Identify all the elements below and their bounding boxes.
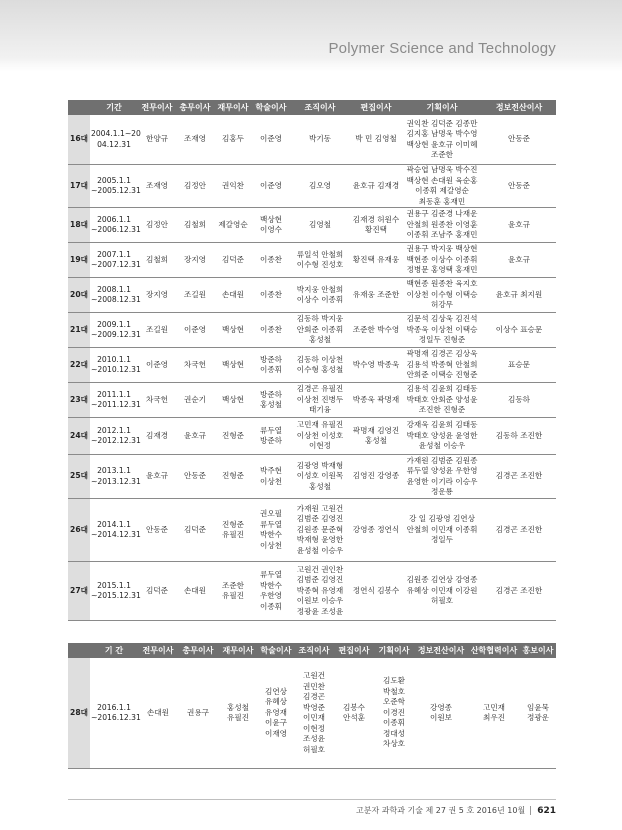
table-row — [68, 658, 556, 769]
term-cell: 23대 — [68, 383, 90, 418]
table-row — [68, 383, 556, 418]
table-row — [68, 418, 556, 455]
header-cell: 총무이사 — [176, 100, 214, 115]
term-cell: 17대 — [68, 165, 90, 208]
officer-cell: 조준한 유필진 — [214, 562, 252, 621]
term-cell: 24대 — [68, 418, 90, 455]
officer-cell: 김문석 김상욱 김진석 박종욱 이상천 이택승 정일두 진형준 — [402, 313, 482, 348]
officer-cell: 백상현 — [214, 348, 252, 383]
officers-table-1 — [68, 100, 556, 621]
officer-cell: 장지영 — [176, 243, 214, 278]
term-cell: 21대 — [68, 313, 90, 348]
journal-title: Polymer Science and Technology — [328, 40, 556, 57]
period-cell: 2011.1.1 ~2011.12.31 — [90, 383, 138, 418]
header-cell: 재무이사 — [218, 643, 258, 658]
table-header-row — [68, 100, 556, 115]
table-row — [68, 499, 556, 562]
period-cell: 2010.1.1 ~2010.12.31 — [90, 348, 138, 383]
officer-cell: 김재경 허원수 황진택 — [350, 208, 402, 243]
officer-cell: 박 민 김영철 — [350, 115, 402, 165]
officer-cell: 김오영 — [290, 165, 350, 208]
officer-cell: 손대원 — [138, 658, 178, 769]
period-cell: 2004.1.1~20 04.12.31 — [90, 115, 138, 165]
header-cell: 전무이사 — [138, 100, 176, 115]
officer-cell: 윤호규 최지원 — [482, 278, 556, 313]
officer-cell: 권익찬 김덕준 김종만 김지홍 남명욱 박수영 백상현 윤호규 이미혜 조준한 — [402, 115, 482, 165]
header-cell: 총무이사 — [178, 643, 218, 658]
officer-cell: 이준영 — [176, 313, 214, 348]
term-cell: 19대 — [68, 243, 90, 278]
period-cell: 2012.1.1 ~2012.12.31 — [90, 418, 138, 455]
header-cell: 학술이사 — [258, 643, 294, 658]
officer-cell: 백상현 — [214, 383, 252, 418]
officer-cell: 권익찬 — [214, 165, 252, 208]
officer-cell: 김철희 — [138, 243, 176, 278]
officer-cell: 김동하 이상천 이수형 홍성철 — [290, 348, 350, 383]
header-cell: 기 간 — [90, 643, 138, 658]
officer-cell: 이준영 — [252, 115, 290, 165]
officer-cell: 윤호규 — [482, 243, 556, 278]
officer-cell: 조준한 박수영 — [350, 313, 402, 348]
table-row — [68, 455, 556, 499]
officer-cell: 유재웅 조준한 — [350, 278, 402, 313]
officer-cell: 방준하 홍성철 — [252, 383, 290, 418]
footer-journal: 고분자 과학과 기술 — [356, 806, 423, 815]
header-cell: 기획이사 — [374, 643, 414, 658]
footer-separator — [530, 806, 531, 815]
officer-cell: 김광영 박재형 이성호 이원목 홍성철 — [290, 455, 350, 499]
officer-cell: 류일석 안철희 이수형 진성호 — [290, 243, 350, 278]
officer-cell: 김덕준 — [176, 499, 214, 562]
officer-cell: 강영종 이원보 — [414, 658, 468, 769]
officer-cell: 김정안 — [138, 208, 176, 243]
term-cell: 26대 — [68, 499, 90, 562]
officer-cell: 고원건 권인찬 김범준 김영진 박종혁 유영재 이원보 이승우 정광윤 조성윤 — [290, 562, 350, 621]
table-row — [68, 348, 556, 383]
officer-cell: 김경곤 조진한 — [482, 562, 556, 621]
officer-cell: 김연상 유혜상 유영재 이윤구 이재영 — [258, 658, 294, 769]
officer-cell: 권용구 박지웅 백상현 백현종 이상수 이종휘 정병문 홍영택 홍재민 — [402, 243, 482, 278]
page-number: 621 — [537, 806, 556, 816]
officer-cell: 김동하 조진한 — [482, 418, 556, 455]
officer-cell: 강 일 김광영 김연상 안철희 이민재 이종휘 정일두 — [402, 499, 482, 562]
officers-table-2 — [68, 643, 556, 769]
officer-cell: 이준영 — [252, 165, 290, 208]
term-cell: 20대 — [68, 278, 90, 313]
officer-cell: 조재영 — [176, 115, 214, 165]
officer-cell: 한양규 — [138, 115, 176, 165]
table-row — [68, 165, 556, 208]
officer-cell: 진형준 유필진 — [214, 499, 252, 562]
header-cell: 정보전산이사 — [414, 643, 468, 658]
officer-cell: 홍성철 유필진 — [218, 658, 258, 769]
officer-cell: 권순기 — [176, 383, 214, 418]
officer-cell: 곽명재 김영진 홍성철 — [350, 418, 402, 455]
officer-cell: 윤호규 김재경 — [350, 165, 402, 208]
officer-cell: 정연식 김봉수 — [350, 562, 402, 621]
header-cell: 전무이사 — [138, 643, 178, 658]
header-cell: 기간 — [90, 100, 138, 115]
officer-cell: 장지영 — [138, 278, 176, 313]
officer-cell: 김홍두 — [214, 115, 252, 165]
table-row — [68, 115, 556, 165]
officer-cell: 이준영 — [138, 348, 176, 383]
officer-cell: 안동준 — [482, 115, 556, 165]
officer-cell: 김재경 — [138, 418, 176, 455]
officer-cell: 김동하 — [482, 383, 556, 418]
officer-cell: 김영진 강영종 — [350, 455, 402, 499]
header-cell: 학술이사 — [252, 100, 290, 115]
officer-cell: 박종욱 곽명재 — [350, 383, 402, 418]
officer-cell: 손대원 — [214, 278, 252, 313]
officer-cell: 곽명재 김경곤 김상욱 김용석 박종혁 안철희 안희준 이택승 진형준 — [402, 348, 482, 383]
officer-cell: 안동준 — [138, 499, 176, 562]
table-row — [68, 208, 556, 243]
officer-cell: 김동하 박지웅 안회준 이종휘 홍성철 — [290, 313, 350, 348]
officer-cell: 가재원 김범준 김원종 류두열 양성윤 우한영 윤영한 이기라 이승우 정운룡 — [402, 455, 482, 499]
table-header-row — [68, 643, 556, 658]
period-cell: 2015.1.1 ~2015.12.31 — [90, 562, 138, 621]
term-cell: 25대 — [68, 455, 90, 499]
header-cell: 산학협력이사 — [468, 643, 520, 658]
footer-issue: 제 27 권 5 호 2016년 10월 — [425, 806, 526, 815]
officer-cell: 차국헌 — [176, 348, 214, 383]
header-cell: 정보전산이사 — [482, 100, 556, 115]
period-cell: 2007.1.1 ~2007.12.31 — [90, 243, 138, 278]
officer-cell: 윤호규 — [138, 455, 176, 499]
officer-cell: 김덕준 — [214, 243, 252, 278]
officer-cell: 조길원 — [138, 313, 176, 348]
header-cell: 편집이사 — [334, 643, 374, 658]
officer-cell: 박주현 이상천 — [252, 455, 290, 499]
officer-cell: 안동준 — [176, 455, 214, 499]
officer-cell: 표승문 — [482, 348, 556, 383]
officer-cell: 백현종 원종찬 육지호 이상천 이수형 이택승 허강무 — [402, 278, 482, 313]
header-cell: 기획이사 — [402, 100, 482, 115]
officer-cell: 안동준 — [482, 165, 556, 208]
term-cell: 28대 — [68, 658, 90, 769]
officer-cell: 김영철 — [290, 208, 350, 243]
officer-cell: 황진택 유재웅 — [350, 243, 402, 278]
officer-cell: 이종찬 — [252, 243, 290, 278]
officer-cell: 강영종 정연식 — [350, 499, 402, 562]
officer-cell: 백상현 — [214, 313, 252, 348]
term-cell: 27대 — [68, 562, 90, 621]
officer-cell: 김경곤 유필진 이상천 진병두 태기융 — [290, 383, 350, 418]
officer-cell: 이종찬 — [252, 313, 290, 348]
period-cell: 2005.1.1 ~2005.12.31 — [90, 165, 138, 208]
officer-cell: 방준하 이종휘 — [252, 348, 290, 383]
table-row — [68, 278, 556, 313]
officer-cell: 김철희 — [176, 208, 214, 243]
officer-cell: 진형준 — [214, 455, 252, 499]
officer-cell: 손대원 — [176, 562, 214, 621]
officer-cell: 강재욱 김윤희 김태동 박태호 양성윤 윤영한 윤성철 이승우 — [402, 418, 482, 455]
officer-cell: 권용구 — [178, 658, 218, 769]
officer-cell: 조재영 — [138, 165, 176, 208]
officer-cell: 차국헌 — [138, 383, 176, 418]
officer-cell: 권용구 김준경 나재운 안철희 원종찬 이영훈 이종휘 조남주 홍재민 — [402, 208, 482, 243]
officer-cell: 가재원 고원건 김범준 김영진 김원종 문준혁 박재형 윤영한 윤성철 이승우 — [290, 499, 350, 562]
header-cell: 편집이사 — [350, 100, 402, 115]
officer-cell: 김도환 박철호 오준학 이경진 이종휘 정대성 차상호 — [374, 658, 414, 769]
officer-cell: 김경곤 조진한 — [482, 499, 556, 562]
officer-cell: 김용석 김윤희 김태동 박태호 안회준 양성윤 조진한 진형준 — [402, 383, 482, 418]
officer-cell: 김덕준 — [138, 562, 176, 621]
officer-cell: 박수영 박종욱 — [350, 348, 402, 383]
officer-cell: 박기동 — [290, 115, 350, 165]
page-footer — [0, 805, 622, 825]
table-row — [68, 243, 556, 278]
officer-cell: 곽승엽 남명욱 박수진 백상현 손대원 육순홍 이종휘 제갈영순 최동훈 홍재민 — [402, 165, 482, 208]
footer-text — [356, 805, 556, 816]
header-cell: 재무이사 — [214, 100, 252, 115]
term-cell: 22대 — [68, 348, 90, 383]
header-cell-blank — [68, 100, 90, 115]
header-band — [0, 0, 622, 72]
officer-cell: 고민재 최우진 — [468, 658, 520, 769]
officer-cell: 박지웅 안철희 이상수 이종휘 — [290, 278, 350, 313]
officer-cell: 이상수 표승문 — [482, 313, 556, 348]
period-cell: 2008.1.1 ~2008.12.31 — [90, 278, 138, 313]
period-cell: 2013.1.1 ~2013.12.31 — [90, 455, 138, 499]
officer-cell: 김정안 — [176, 165, 214, 208]
officer-cell: 임윤묵 정광운 — [520, 658, 556, 769]
term-cell: 16대 — [68, 115, 90, 165]
officer-cell: 김봉수 안석훈 — [334, 658, 374, 769]
table-row — [68, 562, 556, 621]
period-cell: 2016.1.1 ~2016.12.31 — [90, 658, 138, 769]
footer-divider — [68, 799, 556, 800]
officer-cell: 류두열 방준하 — [252, 418, 290, 455]
header-cell: 홍보이사 — [520, 643, 556, 658]
table-row — [68, 313, 556, 348]
period-cell: 2009.1.1 ~2009.12.31 — [90, 313, 138, 348]
officer-cell: 제갈영순 — [214, 208, 252, 243]
officer-cell: 윤호규 — [176, 418, 214, 455]
officer-cell: 백상현 이영수 — [252, 208, 290, 243]
officer-cell: 류두열 박한수 우한영 이종휘 — [252, 562, 290, 621]
period-cell: 2014.1.1 ~2014.12.31 — [90, 499, 138, 562]
officer-cell: 고원건 권민찬 김경곤 박영준 이민재 이현정 조성윤 허필호 — [294, 658, 334, 769]
period-cell: 2006.1.1 ~2006.12.31 — [90, 208, 138, 243]
officer-cell: 김경곤 조진한 — [482, 455, 556, 499]
header-cell: 조직이사 — [294, 643, 334, 658]
officer-cell: 권오필 류두열 박한수 이상천 — [252, 499, 290, 562]
officer-cell: 윤호규 — [482, 208, 556, 243]
term-cell: 18대 — [68, 208, 90, 243]
officer-cell: 조길원 — [176, 278, 214, 313]
officer-cell: 이종찬 — [252, 278, 290, 313]
header-cell: 조직이사 — [290, 100, 350, 115]
officer-cell: 진형준 — [214, 418, 252, 455]
header-cell-blank — [68, 643, 90, 658]
officer-cell: 고민재 유필진 이상천 이성호 이현정 — [290, 418, 350, 455]
officer-cell: 김원종 김연상 강영종 유혜상 이민재 이강원 허필호 — [402, 562, 482, 621]
